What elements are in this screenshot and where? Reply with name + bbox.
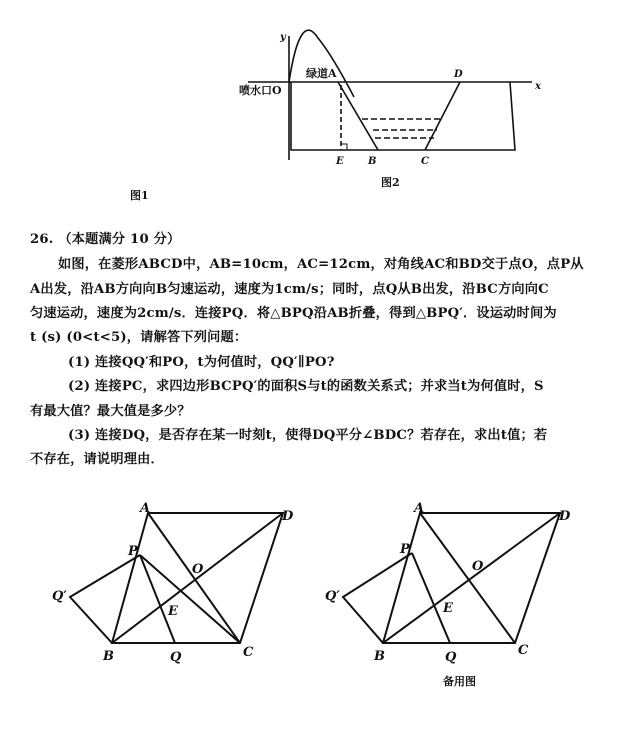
- spare-label-o: O: [472, 559, 484, 574]
- question-line-3: 匀速运动，速度为2cm/s．连接PQ．将△BPQ沿AB折叠，得到△BPQ′．设运动时间为: [30, 306, 557, 321]
- question-line-1: 如图，在菱形ABCD中，AB=10cm，AC=12cm，对角线AC和BD交于点O，点P从: [58, 257, 584, 272]
- label-a: A: [140, 501, 151, 516]
- y-axis-label: y: [280, 32, 286, 43]
- spare-label-q: Q: [445, 650, 457, 665]
- rhombus-figure: [70, 513, 283, 643]
- label-o: O: [192, 562, 204, 577]
- spare-figure: [343, 513, 560, 643]
- x-axis-label: x: [535, 81, 541, 92]
- question-part-2b: 有最大值？最大值是多少？: [30, 404, 191, 419]
- spare-label-e: E: [443, 601, 453, 616]
- spare-label-d: D: [559, 509, 571, 524]
- spare-label-b: B: [374, 649, 385, 664]
- label-d: D: [282, 509, 294, 524]
- spare-label-c: C: [518, 643, 529, 658]
- spare-diagonal-bd: [383, 513, 560, 643]
- spare-figure-caption: 备用图: [443, 675, 476, 688]
- question-part-3a: (3) 连接DQ，是否存在某一时刻t，使得DQ平分∠BDC？若存在，求出t值；若: [68, 428, 548, 443]
- right-angle-mark: [341, 144, 347, 150]
- question-part-3b: 不存在，请说明理由．: [30, 452, 164, 467]
- water-parabola: [289, 30, 354, 97]
- question-part-2a: (2) 连接PC，求四边形BCPQ′的面积S与t的函数关系式；并求当t为何值时，S: [68, 379, 544, 394]
- point-d-label: D: [454, 69, 463, 80]
- label-q: Q: [170, 650, 182, 665]
- point-c-label: C: [421, 156, 429, 167]
- nozzle-label: 喷水口O: [239, 84, 282, 97]
- point-e-label: E: [336, 156, 344, 167]
- bank-dc: [425, 82, 460, 150]
- label-e: E: [168, 604, 178, 619]
- diagonal-bd: [112, 513, 283, 643]
- label-c: C: [243, 645, 254, 660]
- spare-label-p: P: [400, 542, 410, 557]
- question-part-1: (1) 连接QQ′和PO，t为何值时，QQ′∥PO?: [68, 355, 335, 370]
- label-q-prime: Q′: [52, 589, 67, 604]
- figure-2: [248, 30, 532, 160]
- label-p: P: [128, 544, 138, 559]
- spare-label-a: A: [414, 501, 425, 516]
- question-line-2: A出发，沿AB方向向B匀速运动，速度为1cm/s；同时，点Q从B出发，沿BC方向向C: [30, 282, 549, 297]
- spare-diagonal-ac: [420, 513, 515, 643]
- diagonal-ac: [148, 513, 240, 643]
- question-line-4: t (s) (0<t<5)，请解答下列问题：: [30, 330, 248, 345]
- figure-2-caption: 图2: [381, 176, 400, 189]
- greenway-label: 绿道A: [306, 67, 337, 80]
- question-header: 26. （本题满分 10 分）: [30, 232, 181, 247]
- segment-pc: [140, 555, 240, 643]
- bank-ab: [338, 82, 378, 150]
- figure-1-caption: 图1: [130, 189, 149, 202]
- point-b-label: B: [368, 156, 377, 167]
- pool-outline: [291, 82, 515, 150]
- spare-label-q-prime: Q′: [325, 589, 340, 604]
- label-b: B: [103, 649, 114, 664]
